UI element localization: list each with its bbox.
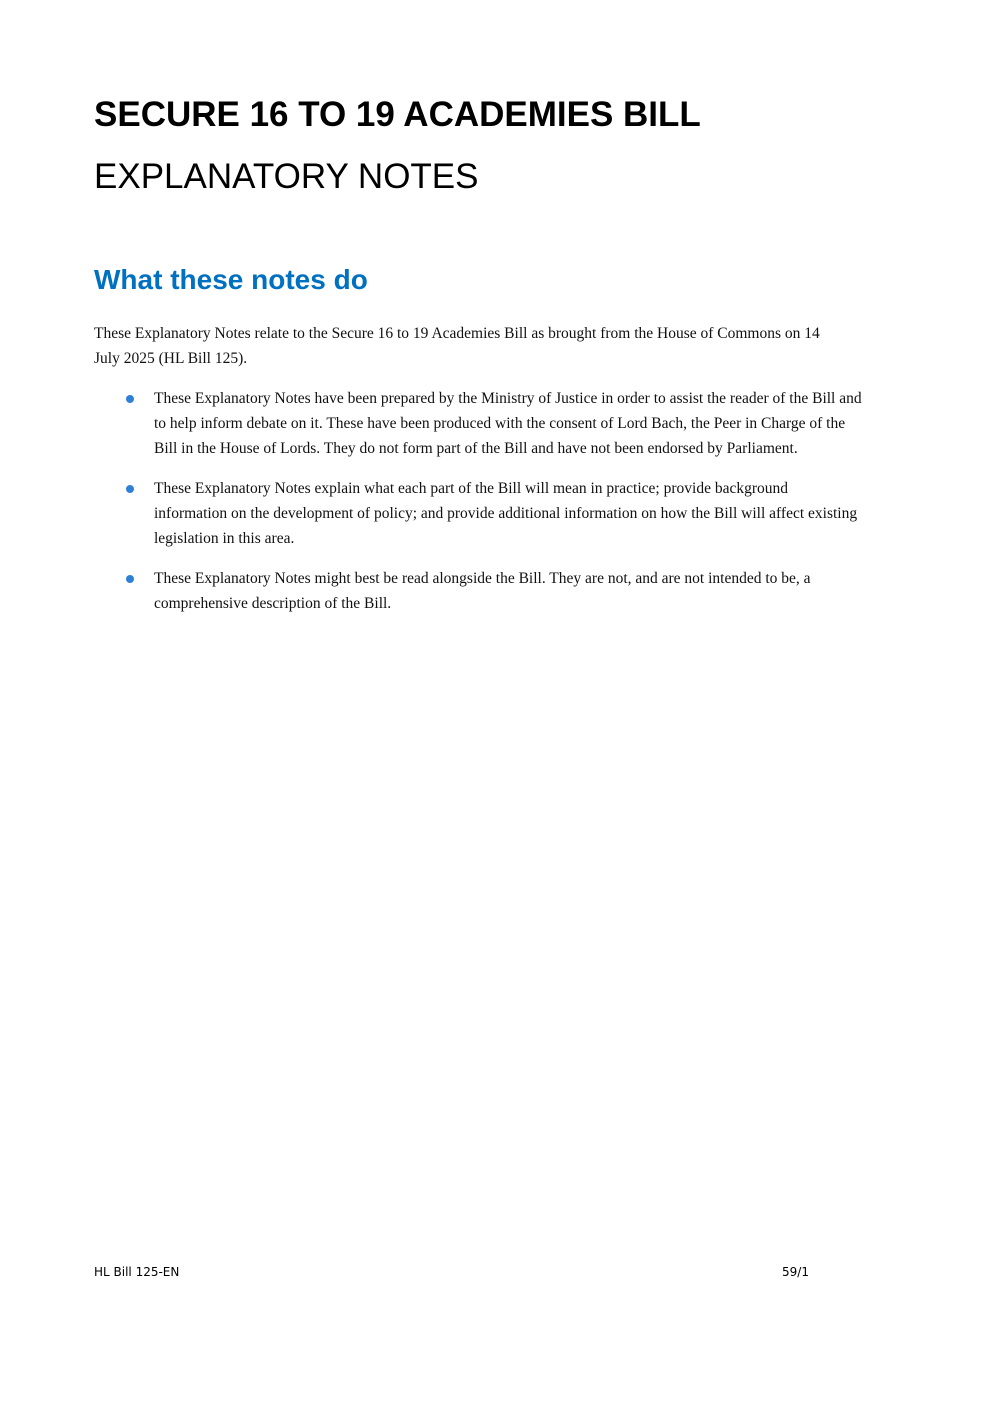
document-title: SECURE 16 TO 19 ACADEMIES BILL [94,95,701,134]
footer-page-code: 59/1 [782,1265,809,1279]
bullet-text: These Explanatory Notes explain what each part of the Bill will mean in practice; provide background information on the development of policy; and provide additional information on how the Bill will affect existing legislation in this area. [154,480,858,547]
section-heading: What these notes do [94,264,368,295]
document-subtitle: EXPLANATORY NOTES [94,157,479,196]
bullet-dot-icon [126,575,134,583]
bullet-item [94,476,864,551]
intro-paragraph: These Explanatory Notes relate to the Secure 16 to 19 Academies Bill as brought from the House of Commons on 14 July 2025 (HL Bill 125). [94,325,820,367]
bullet-text: These Explanatory Notes might best be read alongside the Bill. They are not, and are not intended to be, a comprehensive description of the Bill. [154,570,811,612]
footer-reference: HL Bill 125-EN [94,1265,180,1279]
bullet-dot-icon [126,395,134,403]
bullet-list [94,386,864,631]
bullet-item [94,566,864,616]
bullet-text: These Explanatory Notes have been prepared by the Ministry of Justice in order to assist the reader of the Bill and to help inform debate on it. These have been produced with the consent of Lord Bach, the Peer in Charge of the Bill in the House of Lords. They do not form part of the Bill and have not been endorsed by Parliament. [154,390,862,457]
bullet-item [94,386,864,461]
bullet-dot-icon [126,485,134,493]
